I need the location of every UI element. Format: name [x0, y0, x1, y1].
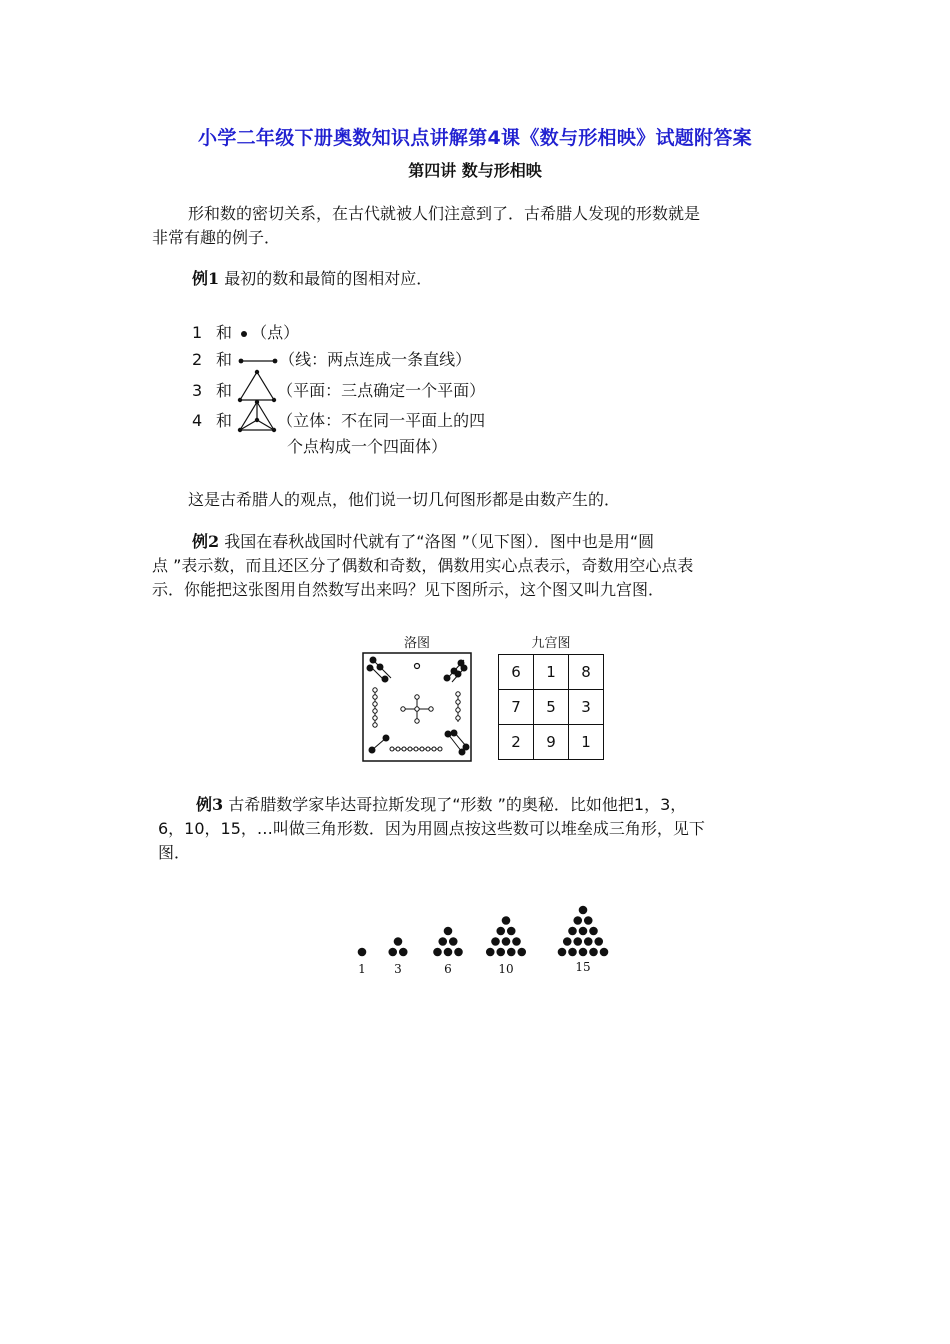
- luotu-group-4: [367, 657, 391, 682]
- mapping-number: 4: [192, 411, 203, 430]
- triangular-dot: [579, 948, 588, 957]
- document-title: 小学二年级下册奥数知识点讲解第4课《数与形相映》试题附答案: [198, 127, 752, 149]
- triangular-dot: [517, 948, 526, 957]
- mapping-description: （点）: [251, 323, 300, 342]
- mapping-conjunction: 和: [216, 350, 233, 369]
- example2-line-1: [192, 529, 654, 554]
- triangular-dot: [486, 948, 495, 957]
- triangular-dot: [454, 948, 463, 957]
- example1-text: 最初的数和最简的图相对应．: [219, 269, 433, 288]
- triangular-dot: [444, 927, 453, 936]
- grid-cell: 1: [546, 663, 556, 681]
- triangular-dot: [394, 937, 403, 946]
- mapping-row-1: [192, 320, 299, 343]
- triangular-dot: [579, 906, 588, 915]
- luotu-caption: 洛图: [403, 636, 430, 651]
- mapping-row-3: [192, 378, 485, 403]
- mapping-description: （平面：三点确定一个平面）: [277, 381, 486, 400]
- example2-line-2: 点 ”表示数，而且还区分了偶数和奇数，偶数用实心点表示，奇数用空心点表: [152, 556, 694, 575]
- grid-cell: 6: [511, 663, 521, 681]
- tri-label-15: 15: [575, 960, 591, 974]
- grid-cell: 2: [511, 733, 521, 751]
- mapping-number: 3: [192, 381, 203, 400]
- grid-cell: 9: [546, 733, 556, 751]
- triangular-dot: [388, 948, 397, 957]
- grid-cell: 5: [546, 698, 556, 716]
- intro-line-2: 非常有趣的例子．: [152, 228, 281, 247]
- lesson-title: 第四讲 数与形相映: [408, 161, 542, 180]
- tetrahedron-icon: [237, 399, 277, 433]
- example2-line-3: 示．你能把这张图用自然数写出来吗？见下图所示，这个图又叫九宫图．: [152, 580, 665, 599]
- triangular-dot: [512, 937, 521, 946]
- triangular-dot: [507, 927, 516, 936]
- triangular-dot: [358, 948, 367, 957]
- triangular-dot: [558, 948, 567, 957]
- triangular-dot: [584, 916, 593, 925]
- example1-label: 例1: [192, 269, 220, 288]
- grid-cell: 7: [511, 698, 521, 716]
- triangular-dot: [573, 937, 582, 946]
- example2-label: 例2: [192, 532, 220, 551]
- triangular-dot: [579, 927, 588, 936]
- tri-label-6: 6: [444, 962, 452, 976]
- tri-label-1: 1: [358, 962, 366, 976]
- example1-conclusion: 这是古希腊人的观点，他们说一切几何图形都是由数产生的．: [188, 490, 621, 509]
- triangular-dot: [584, 937, 593, 946]
- tri-label-10: 10: [498, 962, 514, 976]
- mapping-description: （线：两点连成一条直线）: [279, 350, 472, 369]
- tri-label-3: 3: [394, 962, 402, 976]
- triangular-dot: [438, 937, 447, 946]
- line-segment-icon: [237, 356, 279, 366]
- triangular-dot: [502, 916, 511, 925]
- triangular-dot: [568, 927, 577, 936]
- triangular-dot: [496, 927, 505, 936]
- triangular-dot: [507, 948, 516, 957]
- triangular-dot: [563, 937, 572, 946]
- triangular-dot: [589, 927, 598, 936]
- triangular-dot: [449, 937, 458, 946]
- triangular-dot: [491, 937, 500, 946]
- triangular-dot: [600, 948, 609, 957]
- example2-text: 我国在春秋战国时代就有了“洛图 ”（见下图）．图中也是用“圆: [219, 532, 655, 551]
- mapping-row-4: [192, 408, 485, 433]
- triangular-dots: [358, 906, 609, 957]
- triangular-dot: [433, 948, 442, 957]
- jiugong-caption: 九宫图: [531, 636, 571, 651]
- mapping-number: 2: [192, 350, 203, 369]
- grid-cell: 3: [581, 698, 591, 716]
- mapping-row-2: [192, 347, 471, 370]
- triangular-dot: [573, 916, 582, 925]
- mapping-conjunction: 和: [216, 411, 233, 430]
- triangular-dot: [594, 937, 603, 946]
- mapping-number: 1: [192, 323, 203, 342]
- example1-heading: [192, 266, 432, 291]
- example3-line-1: [196, 792, 686, 817]
- mapping-conjunction: 和: [216, 381, 233, 400]
- triangular-dot: [444, 948, 453, 957]
- mapping-description: （立体：不在同一平面上的四: [277, 411, 486, 430]
- triangular-dot: [502, 937, 511, 946]
- example3-text: 古希腊数学家毕达哥拉斯发现了“形数 ”的奥秘．比如他把1，3，: [223, 795, 687, 814]
- example3-line-2: 6，10，15，…叫做三角形数．因为用圆点按这些数可以堆垒成三角形，见下: [158, 819, 705, 838]
- grid-cell: 8: [581, 663, 591, 681]
- triangular-dot: [568, 948, 577, 957]
- triangle-plane-icon: [237, 369, 277, 403]
- triangular-dot: [589, 948, 598, 957]
- dot-glyph: [241, 331, 247, 337]
- grid-cell: 1: [581, 733, 591, 751]
- intro-line-1: 形和数的密切关系，在古代就被人们注意到了．古希腊人发现的形数就是: [188, 204, 701, 223]
- example3-line-3: 图．: [158, 843, 191, 862]
- example3-label: 例3: [196, 795, 224, 814]
- triangular-dot: [399, 948, 408, 957]
- mapping-description-continued: 个点构成一个四面体）: [287, 437, 448, 456]
- triangular-dot: [496, 948, 505, 957]
- mapping-conjunction: 和: [216, 323, 233, 342]
- luotu-diagram: [362, 652, 472, 762]
- jiugong-grid: [498, 654, 604, 760]
